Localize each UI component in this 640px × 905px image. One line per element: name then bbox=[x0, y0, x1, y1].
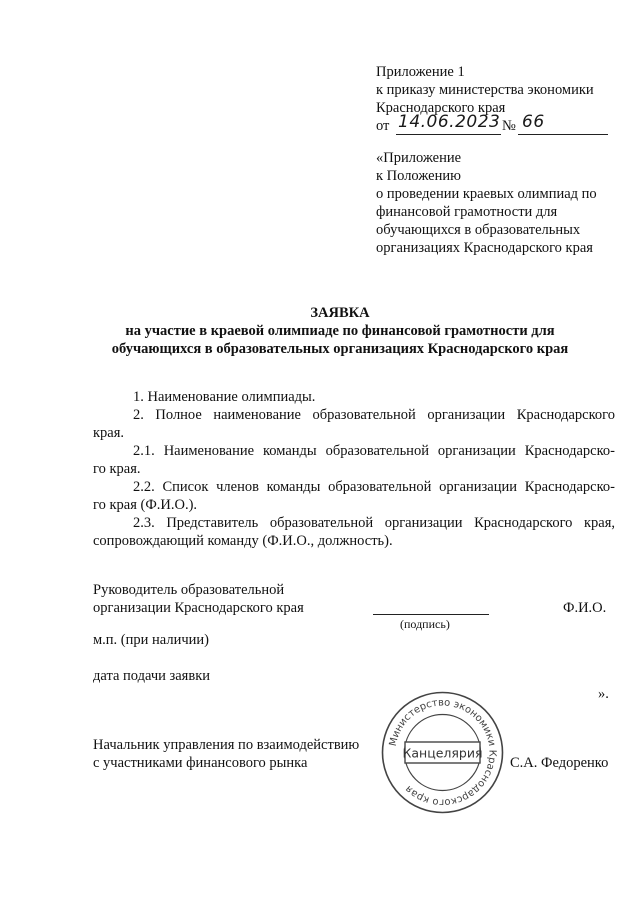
head-title-line-1: Руководитель образовательной bbox=[93, 582, 285, 598]
item-1: 1. Наименование олимпиады. bbox=[133, 389, 316, 405]
appendix-date-value: 14.06.2023 bbox=[398, 112, 501, 132]
regulation-line-6: организациях Краснодарского края bbox=[376, 240, 593, 256]
regulation-line-1: «Приложение bbox=[376, 150, 462, 166]
seal-note: м.п. (при наличии) bbox=[93, 632, 209, 648]
item-2-1-line-1: 2.1. Наименование команды образовательной организации Краснодарско- bbox=[133, 443, 615, 459]
item-2-2-line-1: 2.2. Список членов команды образовательной организации Краснодарско- bbox=[133, 479, 615, 495]
submission-date-label: дата подачи заявки bbox=[93, 668, 210, 684]
appendix-line-2: к приказу министерства экономики bbox=[376, 82, 594, 98]
footer-line-2: с участниками финансового рынка bbox=[93, 755, 308, 771]
stamp-center-text: Канцелярия bbox=[402, 745, 483, 761]
document-title: ЗАЯВКА bbox=[310, 305, 370, 321]
signature-line bbox=[373, 614, 489, 615]
regulation-line-3: о проведении краевых олимпиад по bbox=[376, 186, 597, 202]
appendix-line-3: Краснодарского края bbox=[376, 100, 506, 116]
item-2-line-2: края. bbox=[93, 425, 125, 441]
item-2-3-line-2: сопровождающий команду (Ф.И.О., должность). bbox=[93, 533, 393, 549]
footer-name: С.А. Федоренко bbox=[510, 755, 609, 771]
date-underline bbox=[396, 134, 501, 135]
regulation-line-4: финансовой грамотности для bbox=[376, 204, 558, 220]
number-underline bbox=[518, 134, 608, 135]
stamp-ring-text: Министерство экономики Краснодарского края bbox=[387, 697, 498, 808]
closing-quote: ». bbox=[598, 686, 609, 702]
item-2-2-line-2: го края (Ф.И.О.). bbox=[93, 497, 198, 513]
document-subtitle-line-1: на участие в краевой олимпиаде по финансовой грамотности для bbox=[125, 323, 555, 339]
item-2-line-1: 2. Полное наименование образовательной организации Краснодарского bbox=[133, 407, 615, 423]
appendix-date-prefix: от bbox=[376, 118, 390, 134]
document-subtitle-line-2: обучающихся в образовательных организациях Краснодарского края bbox=[111, 341, 569, 357]
head-title-line-2: организации Краснодарского края bbox=[93, 600, 304, 616]
appendix-number-value: 66 bbox=[522, 112, 545, 132]
footer-line-1: Начальник управления по взаимодействию bbox=[93, 737, 360, 753]
appendix-number-prefix: № bbox=[502, 118, 516, 134]
item-2-3-line-1: 2.3. Представитель образовательной организации Краснодарского края, bbox=[133, 515, 615, 531]
office-stamp bbox=[380, 690, 505, 815]
head-fio: Ф.И.О. bbox=[563, 600, 607, 616]
item-2-1-line-2: го края. bbox=[93, 461, 141, 477]
regulation-line-5: обучающихся в образовательных bbox=[376, 222, 581, 238]
appendix-line-1: Приложение 1 bbox=[376, 64, 465, 80]
regulation-line-2: к Положению bbox=[376, 168, 461, 184]
signature-caption: (подпись) bbox=[400, 617, 450, 631]
